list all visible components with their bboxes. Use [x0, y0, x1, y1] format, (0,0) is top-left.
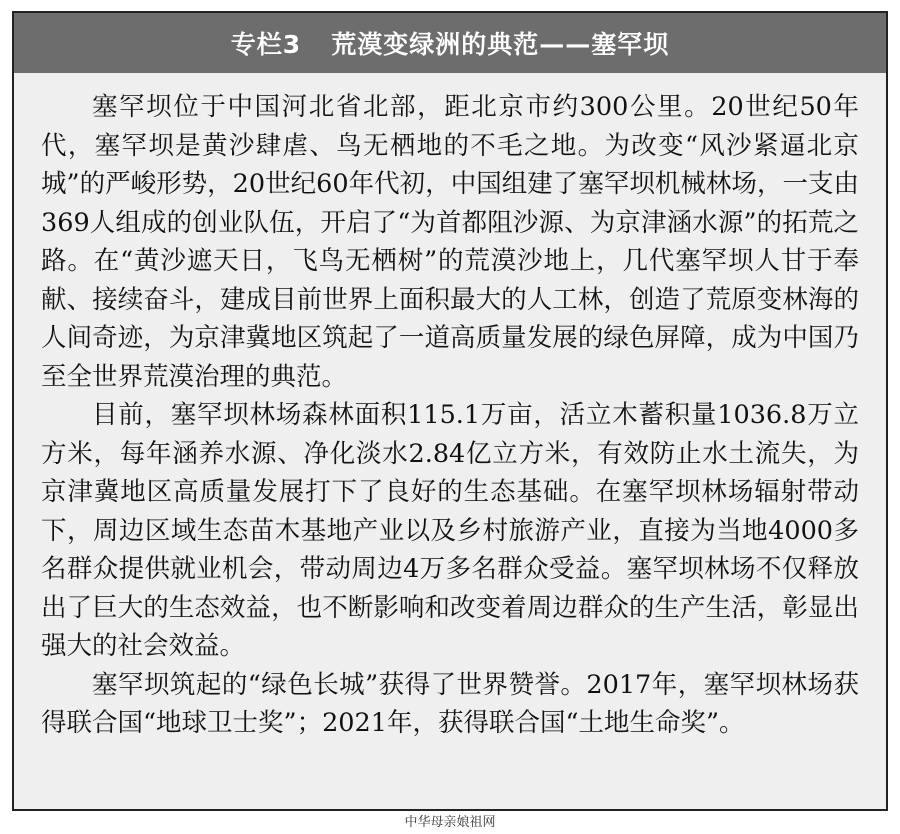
paragraph-1: 塞罕坝位于中国河北省北部，距北京市约300公里。20世纪50年代，塞罕坝是黄沙肆虐、鸟无栖地的不毛之地。为改变“风沙紧逼北京城”的严峻形势，20世纪60年代初，中国组建了塞罕坝机械林场，一支由369人组成的创业队伍，开启了“为首都阻沙源、为京津涵水源”的拓荒之路。在“黄沙遮天日，飞鸟无栖树”的荒漠沙地上，几代塞罕坝人甘于奉献、接续奋斗，建成目前世界上面积最大的人工林，创造了荒原变林海的人间奇迹，为京津冀地区筑起了一道高质量发展的绿色屏障，成为中国乃至全世界荒漠治理的典范。 — [41, 92, 859, 392]
sidebar-box — [12, 11, 888, 811]
paragraph-2: 目前，塞罕坝林场森林面积115.1万亩，活立木蓄积量1036.8万立方米，每年涵养水源、净化淡水2.84亿立方米，有效防止水土流失，为京津冀地区高质量发展打下了良好的生态基础。在塞罕坝林场辐射带动下，周边区域生态苗木基地产业以及乡村旅游产业，直接为当地4000多名群众提供就业机会，带动周边4万多名群众受益。塞罕坝林场不仅释放出了巨大的生态效益，也不断影响和改变着周边群众的生产生活，彰显出强大的社会效益。 — [41, 400, 859, 661]
watermark: 中华母亲娘祖网 — [404, 815, 496, 830]
box-content — [41, 88, 859, 743]
box-header — [14, 13, 886, 73]
paragraph-3: 塞罕坝筑起的“绿色长城”获得了世界赞誉。2017年，塞罕坝林场获得联合国“地球卫士奖”；2021年，获得联合国“土地生命奖”。 — [41, 669, 859, 738]
box-title: 荒漠变绿洲的典范——塞罕坝 — [331, 30, 670, 59]
box-label: 专栏3 — [230, 30, 302, 59]
